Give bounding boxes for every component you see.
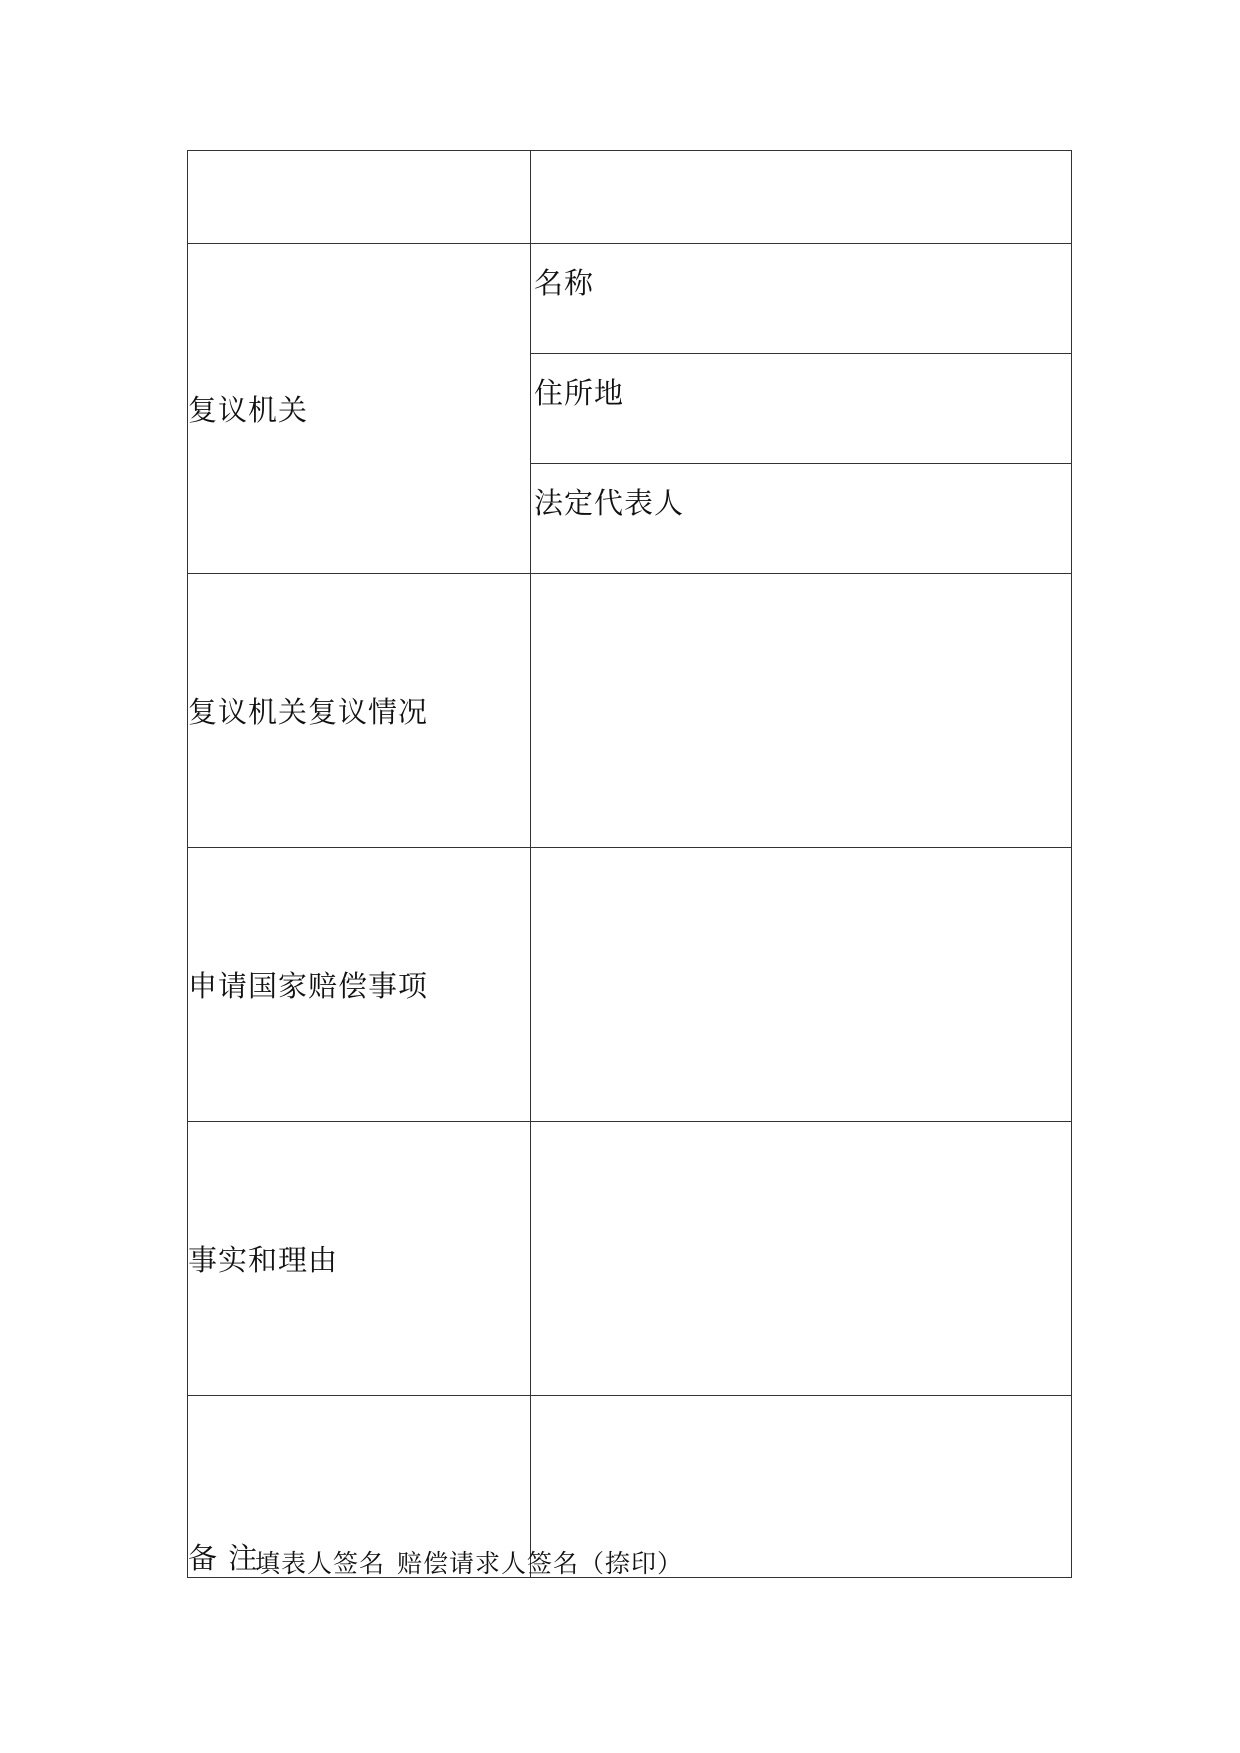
jiguan-label: 复议机关 bbox=[188, 244, 531, 574]
top-right-cell[interactable] bbox=[531, 151, 1072, 244]
jiguan-rep-field[interactable] bbox=[531, 464, 1072, 574]
table-row-qingkuang bbox=[188, 574, 1072, 848]
beizhu-label: 备 注 bbox=[188, 1396, 531, 1578]
jiguan-address-field[interactable] bbox=[531, 354, 1072, 464]
qingkuang-field[interactable] bbox=[531, 574, 1072, 848]
claimant-signature-label: 赔偿请求人签名（捺印） bbox=[397, 1549, 684, 1578]
jiguan-rep-label: 法定代表人 bbox=[534, 486, 685, 520]
jiguan-name-field[interactable] bbox=[531, 244, 1072, 354]
jiguan-name-label: 名称 bbox=[534, 266, 595, 300]
liyou-label: 事实和理由 bbox=[188, 1122, 531, 1396]
filler-signature-label: 填表人签名 bbox=[255, 1549, 386, 1578]
table-row-jiguan-name bbox=[188, 244, 1072, 354]
liyou-field[interactable] bbox=[531, 1122, 1072, 1396]
table-row-top bbox=[188, 151, 1072, 244]
shixiang-field[interactable] bbox=[531, 848, 1072, 1122]
shixiang-label: 申请国家赔偿事项 bbox=[188, 848, 531, 1122]
table-row-shixiang bbox=[188, 848, 1072, 1122]
top-left-cell bbox=[188, 151, 531, 244]
jiguan-address-label: 住所地 bbox=[534, 376, 625, 410]
form-table bbox=[187, 150, 1072, 1578]
table-row-liyou bbox=[188, 1122, 1072, 1396]
qingkuang-label: 复议机关复议情况 bbox=[188, 574, 531, 848]
signature-line bbox=[255, 1544, 683, 1580]
